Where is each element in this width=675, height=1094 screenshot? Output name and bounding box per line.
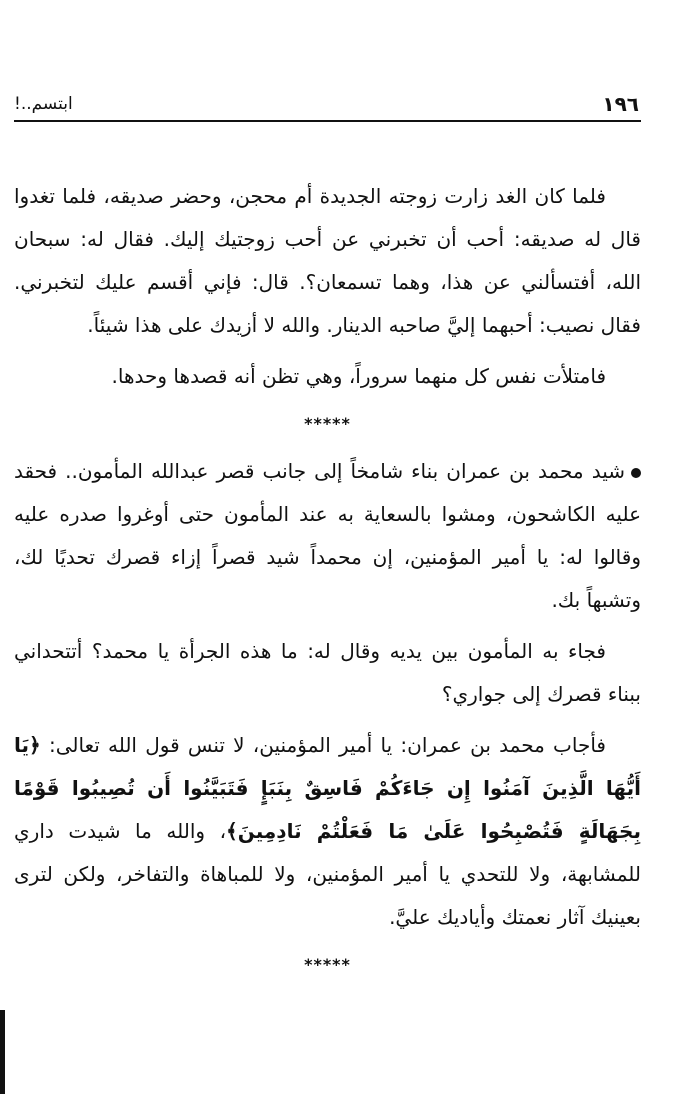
paragraph-mamun-question: فجاء به المأمون بين يديه وقال له: ما هذه الجرأة يا محمد؟ أتتحداني ببناء قصرك إلى جواري؟	[14, 639, 641, 706]
page-header	[14, 92, 641, 122]
quran-verse: ﴿يَا أَيُّهَا الَّذِينَ آمَنُوا إِن جَاءَكُمْ فَاسِقٌ بِنَبَإٍ فَتَبَيَّنُوا أَن تُصِيبُوا قَوْمًا بِجَهَالَةٍ فَتُصْبِحُوا عَلَىٰ مَا فَعَلْتُمْ نَادِمِينَ﴾	[14, 733, 641, 843]
bullet-icon	[631, 468, 641, 478]
answer-intro: فأجاب محمد بن عمران: يا أمير المؤمنين، لا تنس قول الله تعالى:	[48, 733, 606, 757]
paragraph-answer	[14, 724, 641, 939]
paragraph-new-story-text: شيد محمد بن عمران بناء شامخاً إلى جانب قصر عبدالله المأمون.. فحقد عليه الكاشحون، ومشوا بالسعاية به عند المأمون حتى أوغروا صدره عليه وقالوا له: يا أمير المؤمنين، إن محمداً شيد قصراً إزاء قصرك تحديًا لك، وتشبهاً بك.	[14, 459, 641, 612]
running-title: ابتسم..!	[14, 94, 73, 114]
section-separator: *****	[304, 414, 351, 433]
header-rule	[14, 120, 641, 122]
page-number: ١٩٦	[602, 92, 639, 116]
page-body	[14, 175, 641, 991]
section-separator-end: *****	[304, 955, 351, 974]
paragraph-story-ending: فلما كان الغد زارت زوجته الجديدة أم محجن، وحضر صديقه، فلما تغدوا قال له صديقه: أحب أن تخبرني عن أحب زوجتيك إليك. فقال له: سبحان الله، أفتسألني عن هذا، وهما تسمعان؟. قال: فإني أقسم عليك لتخبرني. فقال نصيب: أحبهما إليَّ صاحبه الدينار. والله لا أزيدك على هذا شيئاً.	[14, 184, 641, 337]
paragraph-conclusion: فامتلأت نفس كل منهما سروراً، وهي تظن أنه قصدها وحدها.	[111, 364, 606, 388]
binding-edge-mark	[0, 1010, 5, 1094]
answer-rest: ، والله ما شيدت داري للمشابهة، ولا للتحدي يا أمير المؤمنين، ولا للمباهاة والتفاخر، ولكن لترى بعينيك آثار نعمتك وأياديك عليَّ.	[14, 819, 641, 929]
paragraph-new-story	[14, 450, 641, 622]
